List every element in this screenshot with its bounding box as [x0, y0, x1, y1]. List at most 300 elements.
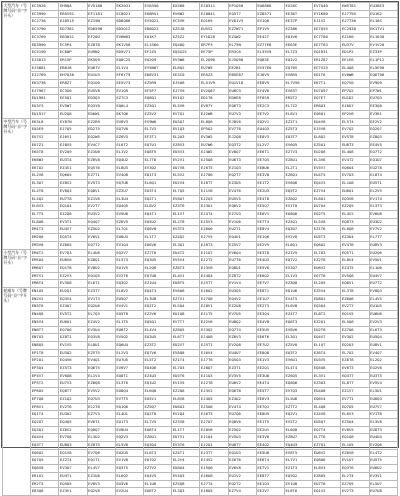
table-row — [3, 41, 398, 49]
plate-code-cell: EE2U3 — [256, 187, 284, 195]
plate-code-cell: EQ4V3 — [313, 180, 341, 188]
plate-code-cell: EL8Q2 — [172, 64, 200, 72]
plate-code-cell: EV6U8 — [369, 210, 397, 218]
plate-code-cell: EU2Q6 — [369, 249, 397, 257]
plate-code-cell: EQ1T4 — [31, 411, 59, 419]
plate-code-cell: EM2Q6 — [31, 234, 59, 242]
plate-code-cell: EQ2T2 — [228, 480, 256, 488]
plate-code-cell: EE2T3 — [256, 303, 284, 311]
plate-code-cell: EQ5T7 — [31, 442, 59, 450]
plate-code-cell: EZ2T4 — [59, 457, 87, 465]
plate-code-cell: EL6Q8 — [341, 226, 369, 234]
plate-code-cell: EZ7Q1 — [313, 442, 341, 450]
plate-code-cell: EJ8311 — [200, 3, 228, 11]
plate-code-cell: EJ8U5 — [200, 488, 228, 496]
plate-code-cell: EL4U8 — [341, 149, 369, 157]
plate-code-cell: EL2U5 — [313, 280, 341, 288]
plate-code-cell: EU3V2 — [87, 210, 115, 218]
plate-code-cell: EF5P7 — [144, 87, 172, 95]
plate-code-cell: EU7V7 — [369, 403, 397, 411]
plate-code-cell: EU8V6 — [59, 257, 87, 265]
plate-code-cell: EM7V1 — [31, 272, 59, 280]
plate-code-cell: EE2C3 — [256, 103, 284, 111]
plate-code-cell: EU4T1 — [59, 472, 87, 480]
plate-code-cell: EV2V8 — [285, 234, 313, 242]
plate-code-cell: EP7W1 — [369, 87, 397, 95]
plate-code-cell: EV1V4 — [228, 280, 256, 288]
plate-code-cell: EU5V1 — [144, 395, 172, 403]
plate-code-cell: EL7T6 — [144, 157, 172, 165]
plate-code-cell: EL5V6 — [172, 103, 200, 111]
plate-code-cell: EV2V3 — [369, 318, 397, 326]
plate-code-cell: EZ3V8 — [172, 418, 200, 426]
plate-code-cell: EZ4T7 — [285, 311, 313, 319]
plate-code-cell: EZ2V6 — [144, 311, 172, 319]
table-row — [3, 257, 398, 265]
plate-code-cell: EU5U2 — [144, 218, 172, 226]
plate-code-cell: EV7U5 — [228, 311, 256, 319]
plate-code-cell: EV2Q8 — [228, 341, 256, 349]
plate-code-cell: EV4T4 — [228, 403, 256, 411]
plate-code-cell: EN4Q8 — [31, 311, 59, 319]
plate-code-cell: EE6Q2 — [256, 272, 284, 280]
plate-code-cell: EV6Q3 — [59, 187, 87, 195]
plate-code-cell: EU7V3 — [59, 380, 87, 388]
plate-code-cell: EV7U6 — [59, 434, 87, 442]
plate-code-cell: EU5V8 — [87, 87, 115, 95]
plate-code-cell: EQ3V6 — [341, 195, 369, 203]
plate-code-cell: EV87Y — [200, 103, 228, 111]
plate-code-cell: EQ2V7 — [115, 249, 143, 257]
plate-code-cell: EV2Q87 — [200, 87, 228, 95]
plate-code-cell: EE5Q7 — [256, 203, 284, 211]
plate-code-cell: EU8U3 — [115, 234, 143, 242]
plate-code-cell: EU1V18 — [228, 80, 256, 88]
plate-code-cell: EZ1U8 — [87, 472, 115, 480]
plate-code-cell: EJ4Q4 — [200, 272, 228, 280]
table-row — [3, 295, 398, 303]
plate-code-cell: EZ3T6 — [172, 203, 200, 211]
plate-code-cell: EZ8T5 — [87, 442, 115, 450]
plate-code-cell: ER3Q6 — [31, 488, 59, 496]
plate-code-cell: EJ6V1 — [59, 133, 87, 141]
plate-code-cell: EE7Q5 — [256, 157, 284, 165]
plate-code-cell: EQ6T8 — [228, 388, 256, 396]
plate-code-cell: EL8V1 — [285, 110, 313, 118]
plate-code-cell: EU8U4 — [172, 465, 200, 473]
plate-code-cell: EV5T8 — [341, 133, 369, 141]
plate-code-cell: EZ2T1 — [285, 118, 313, 126]
plate-code-cell: EE8U6 — [256, 164, 284, 172]
plate-code-cell: EL2V5 — [369, 187, 397, 195]
plate-code-cell: EV1V5 — [59, 341, 87, 349]
plate-code-cell: EJ2T8 — [200, 380, 228, 388]
plate-code-cell: EQ8T5 — [144, 149, 172, 157]
plate-code-cell: EV1V5 — [172, 380, 200, 388]
plate-code-cell: EB5E67 — [228, 72, 256, 80]
plate-code-cell: EV8U7 — [172, 195, 200, 203]
plate-code-cell: EL7V1 — [285, 457, 313, 465]
plate-code-cell: EP2U1 — [31, 357, 59, 365]
plate-code-cell: EZ2U8 — [228, 303, 256, 311]
plate-code-cell: EU8V3 — [369, 241, 397, 249]
plate-code-cell: EQ1T1 — [87, 457, 115, 465]
plate-code-cell: EC3926 — [31, 3, 59, 11]
table-row — [3, 272, 398, 280]
plate-code-cell: EU1K7 — [144, 33, 172, 41]
plate-code-cell: EE5V6 — [256, 264, 284, 272]
plate-code-cell: EL8U3 — [115, 164, 143, 172]
plate-code-cell: EZ8T8 — [87, 41, 115, 49]
plate-code-cell: EZ1T3 — [285, 465, 313, 473]
plate-code-cell: EC5VK — [172, 18, 200, 26]
plate-code-cell: EV1T3 — [87, 295, 115, 303]
plate-code-cell: EU4U4 — [369, 434, 397, 442]
plate-code-cell: EJ7Q8 — [200, 295, 228, 303]
plate-code-cell: EE5Q1 — [59, 95, 87, 103]
plate-code-cell: EL4V5 — [369, 295, 397, 303]
plate-code-cell: EJ7V9 — [172, 87, 200, 95]
plate-code-cell: EV7Q3 — [59, 249, 87, 257]
plate-code-cell: EL6Q8 — [144, 388, 172, 396]
table-row — [3, 64, 398, 72]
plate-code-cell: EV6T1 — [87, 418, 115, 426]
plate-code-cell: EU4Q6 — [144, 365, 172, 373]
plate-code-cell: EV3T6 — [172, 442, 200, 450]
plate-code-cell: EZ77E8 — [256, 41, 284, 49]
plate-code-cell: EZ2R9 — [87, 118, 115, 126]
plate-code-cell: EU5T5 — [369, 457, 397, 465]
plate-code-cell: EZ6T4 — [313, 349, 341, 357]
table-row — [3, 10, 398, 18]
plate-code-cell: EP5T2 — [31, 380, 59, 388]
table-row — [3, 357, 398, 365]
plate-code-cell: EQ3V8 — [87, 334, 115, 342]
table-row — [3, 395, 398, 403]
plate-code-cell: EQ8U1 — [228, 264, 256, 272]
plate-code-cell: EL4V4 — [144, 326, 172, 334]
plate-code-cell: EC3790 — [31, 26, 59, 34]
plate-code-cell: EZ4W2 — [228, 33, 256, 41]
plate-code-cell: EV1U6 — [228, 218, 256, 226]
plate-code-cell: EE4V5 — [369, 141, 397, 149]
plate-code-cell: EU6U6 — [369, 311, 397, 319]
plate-code-cell: EV7T1 — [341, 395, 369, 403]
plate-code-cell: EK6W3 — [31, 157, 59, 165]
plate-code-cell: EZ2V3 — [59, 272, 87, 280]
plate-code-cell: EQ5T7 — [228, 10, 256, 18]
plate-code-cell: EU1U5 — [369, 303, 397, 311]
plate-code-cell: EQ1Q6 — [115, 403, 143, 411]
plate-code-cell: EZ8U5 — [313, 472, 341, 480]
plate-code-cell: EZ3T2 — [144, 341, 172, 349]
plate-code-cell: EE4T8 — [256, 195, 284, 203]
plate-code-cell: EU4T5 — [313, 172, 341, 180]
plate-code-cell: EZ8U1 — [285, 157, 313, 165]
plate-code-cell: ED5Q12 — [115, 26, 143, 34]
table-row — [3, 303, 398, 311]
plate-code-cell: EQ3U7 — [285, 226, 313, 234]
plate-code-cell: EV8V6 — [285, 326, 313, 334]
plate-code-cell: EZ6Q8 — [87, 380, 115, 388]
plate-code-cell: EE7Q55 — [313, 26, 341, 34]
plate-code-cell: EZ8V2 — [59, 180, 87, 188]
plate-code-cell: EQ3Q1 — [31, 426, 59, 434]
plate-code-cell: EU7V2 — [31, 133, 59, 141]
plate-code-cell: EQ85E — [256, 56, 284, 64]
plate-code-cell: EU7T6 — [228, 257, 256, 265]
plate-code-cell: EV2Q9 — [59, 149, 87, 157]
plate-code-cell: EE8U5 — [256, 411, 284, 419]
table-row — [3, 133, 398, 141]
plate-code-cell: EL7V5 — [144, 418, 172, 426]
plate-code-cell: EU7W6 — [200, 141, 228, 149]
table-row — [3, 103, 398, 111]
plate-code-cell: EK1V58 — [115, 41, 143, 49]
plate-code-cell: EQ8Q6 — [285, 380, 313, 388]
plate-code-cell: EV4Q3 — [172, 472, 200, 480]
plate-code-cell: EQ7V6 — [144, 349, 172, 357]
plate-code-cell: EL1V7 — [172, 210, 200, 218]
plate-code-cell: EQ4V6 — [59, 357, 87, 365]
plate-code-cell: EJ3T7 — [200, 449, 228, 457]
table-row — [3, 480, 398, 488]
plate-code-cell: EE36T — [285, 10, 313, 18]
plate-code-cell: EL8Q2 — [313, 133, 341, 141]
plate-code-cell: EU9N2 — [87, 49, 115, 57]
plate-code-cell: EM5U4 — [31, 257, 59, 265]
plate-code-cell: EU1V5 — [115, 264, 143, 272]
plate-code-cell: EQ1Q5 — [87, 272, 115, 280]
plate-code-cell: EF3T1 — [144, 133, 172, 141]
plate-code-cell: EQ7U1 — [144, 141, 172, 149]
plate-code-cell: EQ7V8 — [115, 126, 143, 134]
plate-code-cell: EK1TV1 — [369, 26, 397, 34]
plate-code-cell: EQ2U7 — [31, 418, 59, 426]
plate-code-cell: EZ5J8 — [172, 26, 200, 34]
plate-code-cell: EJ8Q7 — [200, 365, 228, 373]
plate-code-cell: EV6U1 — [285, 357, 313, 365]
table-row — [3, 280, 398, 288]
plate-code-cell: EV1U7 — [341, 457, 369, 465]
plate-code-cell: EQ7U6 — [115, 180, 143, 188]
plate-code-cell: EL6U1 — [313, 195, 341, 203]
plate-code-cell: EZ3Q8 — [285, 280, 313, 288]
plate-code-cell: EV81V3 — [228, 18, 256, 26]
table-row — [3, 457, 398, 465]
plate-code-cell: EE8T1 — [256, 288, 284, 296]
plate-code-cell: EV8T5 — [285, 449, 313, 457]
plate-code-cell: EV5188 — [87, 3, 115, 11]
plate-code-cell: EV1T8 — [369, 411, 397, 419]
plate-code-cell: EV4Q1 — [87, 357, 115, 365]
table-row — [3, 141, 398, 149]
plate-code-cell: EN6T7 — [31, 326, 59, 334]
plate-code-cell: EZ6T3 — [172, 264, 200, 272]
plate-code-cell: EZ1V5 — [285, 249, 313, 257]
table-row — [3, 372, 398, 380]
plate-code-cell: ED5V71 — [115, 49, 143, 57]
plate-code-cell: EX568 — [172, 3, 200, 11]
plate-code-cell: EU4U7 — [228, 349, 256, 357]
plate-code-cell: EV2T6 — [115, 272, 143, 280]
plate-code-cell: EV3W2 — [200, 133, 228, 141]
plate-code-cell: EV4V1 — [115, 303, 143, 311]
table-row — [3, 95, 398, 103]
plate-code-cell: EC3990 — [31, 10, 59, 18]
plate-code-cell: EZ7V1 — [172, 295, 200, 303]
plate-code-cell: EQ2T1 — [144, 195, 172, 203]
plate-code-cell: EL1P12 — [369, 56, 397, 64]
plate-code-cell: EQ6L4 — [115, 103, 143, 111]
table-row — [3, 149, 398, 157]
plate-code-cell: ED8V31 — [144, 72, 172, 80]
plate-code-cell: EV8U2 — [87, 264, 115, 272]
plate-code-cell: EM1T3 — [31, 226, 59, 234]
plate-code-cell: EQ7E7 — [313, 95, 341, 103]
plate-code-cell: EJ8515 — [59, 18, 87, 26]
plate-code-cell: EJ7T4 — [200, 480, 228, 488]
plate-code-cell: EQ1Q0 — [87, 80, 115, 88]
plate-code-cell: EZ6Q1 — [285, 172, 313, 180]
plate-code-cell: EQ5T1 — [341, 249, 369, 257]
plate-code-cell: EN5V4 — [31, 318, 59, 326]
table-row — [3, 56, 398, 64]
plate-code-cell: EE7T63 — [313, 41, 341, 49]
plate-code-cell: EV7T7 — [172, 318, 200, 326]
plate-code-cell: EE6T4 — [256, 457, 284, 465]
plate-code-cell: EL8T4 — [369, 172, 397, 180]
plate-code-cell: EV6Q5 — [285, 141, 313, 149]
plate-code-cell: EZ6V8 — [341, 449, 369, 457]
plate-code-cell: EL7T7 — [369, 234, 397, 242]
plate-code-cell: EZ5R9 — [144, 80, 172, 88]
plate-code-cell: EL8U6 — [31, 218, 59, 226]
plate-code-cell: EN2V2 — [31, 295, 59, 303]
plate-code-cell: EQ5T6 — [87, 164, 115, 172]
plate-code-cell: EL2U3 — [172, 133, 200, 141]
plate-code-cell: EE5T7 — [256, 388, 284, 396]
plate-code-cell: EL1V2 — [115, 149, 143, 157]
plate-code-cell: EV6R5 — [285, 72, 313, 80]
plate-code-cell: EJ7U7 — [200, 418, 228, 426]
plate-code-cell: EP1T8 — [31, 349, 59, 357]
plate-code-cell: EZ4U3 — [144, 372, 172, 380]
plate-code-cell: EL5T3 — [115, 257, 143, 265]
table-row — [3, 18, 398, 26]
plate-code-cell: EL3U7 — [31, 180, 59, 188]
vehicle-category-label: 小型汽车（号牌号码“京”字开头） — [3, 249, 31, 288]
plate-code-cell: EL51V9 — [200, 80, 228, 88]
plate-code-cell: EL3T3 — [369, 203, 397, 211]
plate-code-cell: EC8021 — [115, 10, 143, 18]
plate-code-cell: EV2V1 — [172, 157, 200, 165]
plate-code-cell: EL2V6 — [31, 172, 59, 180]
plate-code-cell: EE4U3 — [256, 257, 284, 265]
plate-code-cell: EV5Q8 — [341, 272, 369, 280]
plate-code-table-body — [3, 3, 398, 496]
plate-code-cell: EZ8T8 — [341, 357, 369, 365]
plate-code-cell: EL4Q8 — [341, 64, 369, 72]
plate-code-cell: EL2Q2 — [369, 357, 397, 365]
plate-code-cell: EZ4Q2 — [172, 234, 200, 242]
plate-code-cell: EU2Q1 — [59, 288, 87, 296]
plate-code-cell: EJ3V2 — [200, 388, 228, 396]
plate-code-cell: EU6T4 — [144, 426, 172, 434]
plate-code-cell: EQ8V1 — [87, 187, 115, 195]
plate-code-cell: EZ4T1 — [172, 449, 200, 457]
plate-code-cell: EC60P — [59, 49, 87, 57]
plate-code-cell: EQ6U2 — [31, 449, 59, 457]
plate-code-cell: EL5V8 — [115, 442, 143, 450]
plate-code-cell: EV1Q4 — [115, 241, 143, 249]
plate-code-cell: EL1V3 — [285, 272, 313, 280]
plate-code-cell: EL2V3 — [115, 349, 143, 357]
plate-code-cell: EL8V2 — [115, 288, 143, 296]
plate-code-cell: EZ4V1 — [59, 164, 87, 172]
plate-code-cell: EL2T8 — [172, 218, 200, 226]
plate-code-cell: EV6W6 — [341, 72, 369, 80]
table-row — [3, 311, 398, 319]
plate-code-cell: EK7Q6 — [115, 110, 143, 118]
plate-code-cell: EV2U4 — [115, 488, 143, 496]
plate-code-cell: ED1T6 — [313, 72, 341, 80]
plate-code-cell: EL4U6 — [87, 249, 115, 257]
plate-code-cell: EU5Q7 — [115, 295, 143, 303]
plate-code-cell: EV6Q4 — [228, 249, 256, 257]
table-row — [3, 341, 398, 349]
plate-code-cell: EL5Q6 — [341, 318, 369, 326]
plate-code-cell: EE1T5 — [256, 418, 284, 426]
plate-code-cell: EN8Q5 — [31, 341, 59, 349]
plate-code-cell: EL7T5 — [31, 210, 59, 218]
table-row — [3, 126, 398, 134]
plate-code-cell: EQ48Q — [172, 41, 200, 49]
vehicle-category-label: 大型汽车（号牌号码“京”字开头） — [3, 3, 31, 119]
plate-code-cell: EQ6U5 — [59, 172, 87, 180]
plate-code-cell: EL3U1 — [172, 241, 200, 249]
plate-code-cell: EQ7V0 — [341, 80, 369, 88]
plate-code-cell: EP5Q2 — [200, 126, 228, 134]
plate-code-cell: EF8S9 — [256, 95, 284, 103]
plate-code-cell: ED7381 — [59, 26, 87, 34]
plate-code-cell: EE75P — [200, 49, 228, 57]
plate-code-cell: EP1Q50 — [228, 3, 256, 11]
plate-code-cell: EU5V3 — [172, 149, 200, 157]
plate-code-cell: EU5T6 — [172, 372, 200, 380]
plate-code-cell: EU6Q1 — [341, 187, 369, 195]
plate-code-cell: EC3769 — [31, 33, 59, 41]
plate-code-cell: EE3T8 — [256, 249, 284, 257]
plate-code-cell: EU7T6 — [313, 480, 341, 488]
plate-code-cell: EB5V91 — [59, 10, 87, 18]
plate-code-cell: EF1181 — [87, 10, 115, 18]
plate-code-cell: EQ6U4 — [115, 341, 143, 349]
plate-code-cell: EQ6U4 — [341, 164, 369, 172]
table-row — [3, 234, 398, 242]
plate-code-cell: EQ4V4 — [31, 434, 59, 442]
plate-code-cell: EU6V6 — [144, 241, 172, 249]
plate-code-cell: EV3T1 — [59, 218, 87, 226]
plate-code-cell: EV7U3 — [341, 172, 369, 180]
plate-code-cell: EY1D28 — [200, 33, 228, 41]
plate-code-cell: EV2T6 — [59, 403, 87, 411]
plate-code-cell: EQ3V4 — [59, 295, 87, 303]
plate-code-cell: EJ2Q3 — [200, 195, 228, 203]
plate-code-cell: EJ3Q2 — [200, 326, 228, 334]
table-row — [3, 380, 398, 388]
plate-code-cell: EM3V8 — [31, 241, 59, 249]
